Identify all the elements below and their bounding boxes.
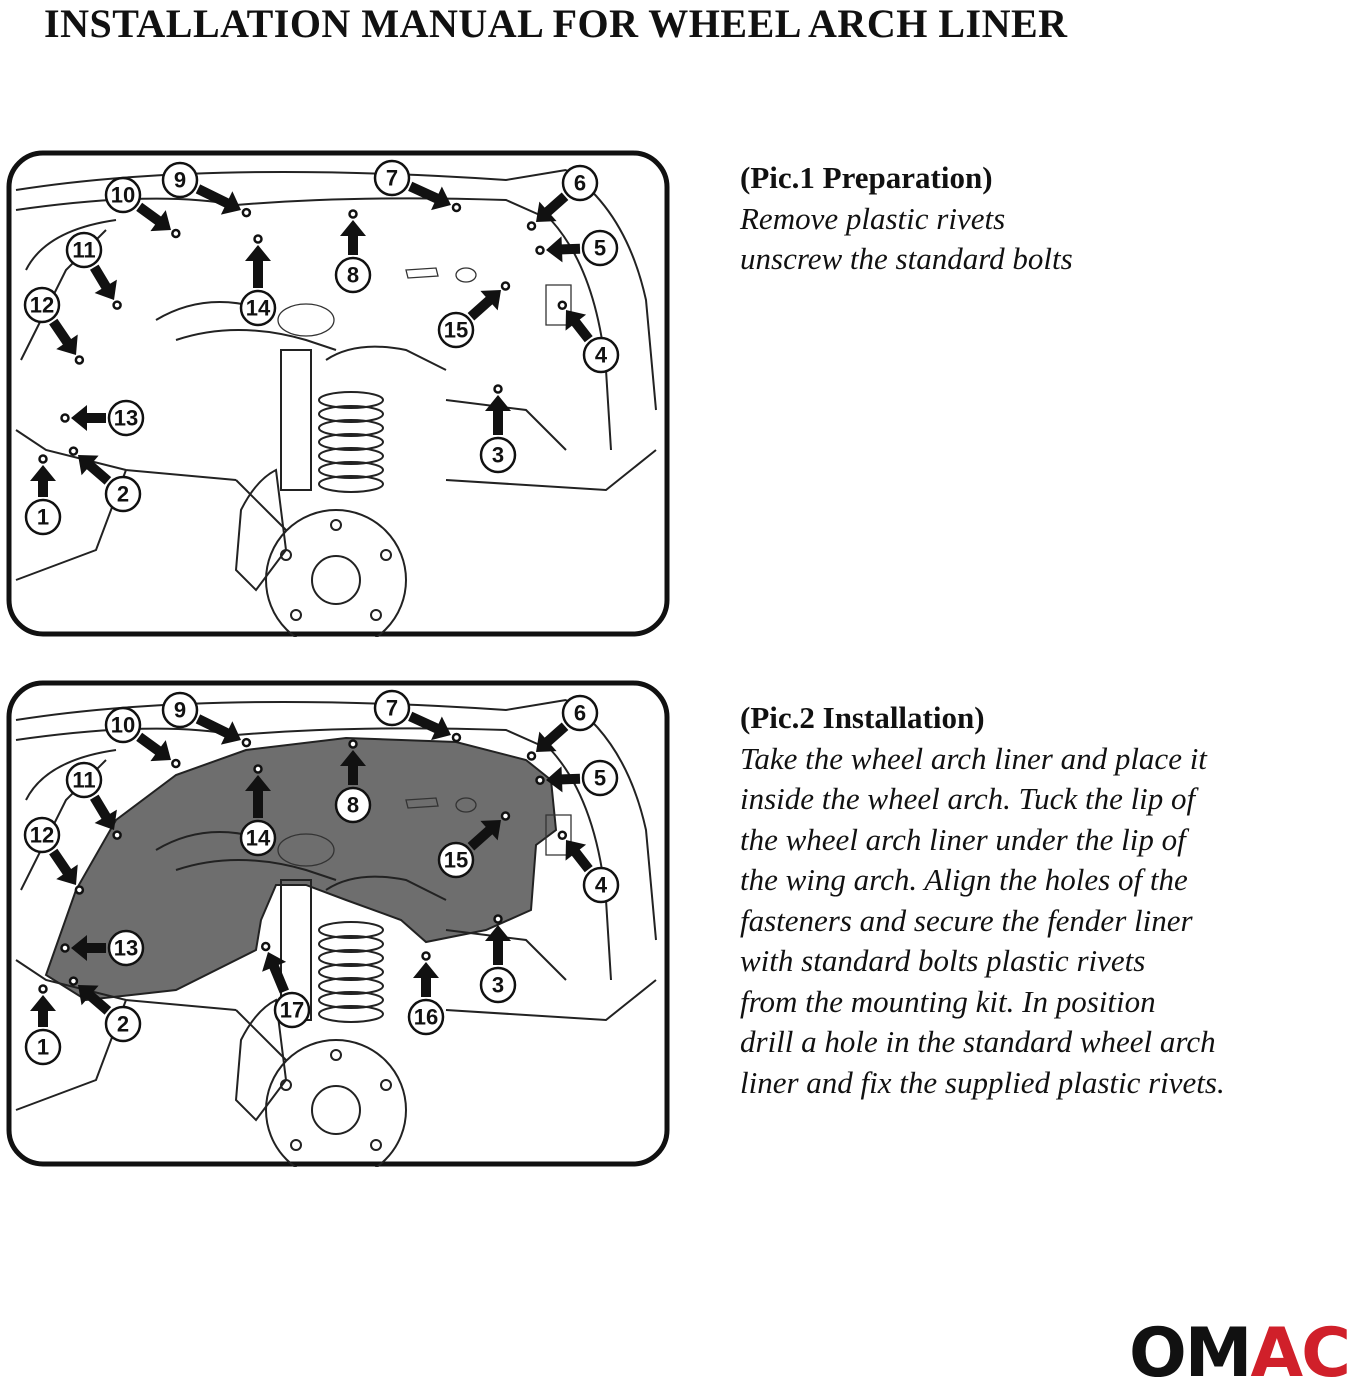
fastener-point [40,456,47,463]
caption-line: with standard bolts plastic rivets [740,943,1146,978]
fastener-point [243,739,250,746]
callout-number: 3 [491,442,505,468]
fastener-point [350,741,357,748]
callout-number: 10 [110,182,136,208]
fastener-point [495,916,502,923]
callout-number: 10 [110,712,136,738]
callout-number: 12 [29,822,55,848]
fastener-point [40,986,47,993]
callout-number: 15 [443,847,469,873]
callout-number: 14 [245,295,271,321]
fastener-point [114,302,121,309]
callout-number: 9 [173,167,187,193]
callout-number: 17 [279,997,305,1023]
fastener-point [62,415,69,422]
fastener-point [537,777,544,784]
callout-number: 9 [173,697,187,723]
fastener-point [559,302,566,309]
caption-body [740,739,1340,1104]
caption-line: Take the wheel arch liner and place it [740,740,1207,776]
fastener-point [62,945,69,952]
caption-line: the wing arch. Align the holes of the [740,862,1188,897]
callout-number: 7 [385,165,399,191]
callout-number: 1 [36,1034,50,1060]
callout-number: 7 [385,695,399,721]
caption-line: drill a hole in the standard wheel arch [740,1024,1216,1059]
fastener-point [70,448,77,455]
callout-number: 5 [593,235,607,261]
caption-line: fasteners and secure the fender liner [740,902,1193,938]
callout-number: 13 [113,405,139,431]
logo-text-accent: AC [1250,1314,1349,1393]
callout-number: 2 [116,1011,130,1037]
callout-number: 6 [573,170,587,196]
fastener-point [453,204,460,211]
fastener-point [537,247,544,254]
caption-installation [740,698,1340,1103]
caption-body [740,199,1340,280]
fastener-point [243,209,250,216]
fastener-point [262,943,269,950]
fastener-point [114,832,121,839]
fastener-point [453,734,460,741]
fastener-point [70,978,77,985]
fastener-point [255,236,262,243]
caption-line: inside the wheel arch. Tuck the lip of [740,781,1196,816]
callout-number: 15 [443,317,469,343]
callout-number: 13 [113,935,139,961]
callout-number: 4 [594,872,608,898]
caption-line: Remove plastic rivets [740,200,1006,236]
caption-line: the wheel arch liner under the lip of [740,821,1186,857]
fastener-point [255,766,262,773]
fastener-point [76,886,83,893]
caption-preparation [740,158,1340,280]
callout-number: 4 [594,342,608,368]
fastener-point [76,356,83,363]
callout-number: 11 [72,237,96,263]
callout-number: 14 [245,825,271,851]
callout-number: 5 [593,765,607,791]
callout-number: 1 [36,504,50,530]
fastener-point [495,386,502,393]
fastener-point [528,752,535,759]
callout-number: 8 [346,262,360,288]
callout-number: 2 [116,481,130,507]
callout-number: 12 [29,292,55,318]
caption-title: (Pic.1 Preparation) [740,160,993,195]
callout-number: 8 [346,792,360,818]
figure-preparation [6,150,670,637]
callout-number: 6 [573,700,587,726]
caption-line: from the mounting kit. In position [740,983,1156,1019]
caption-title: (Pic.2 Installation) [740,700,985,735]
logo-text-dark: OM [1128,1314,1251,1393]
omac-logo [1129,1314,1349,1394]
fastener-point [528,222,535,229]
caption-line: unscrew the standard bolts [740,241,1073,276]
fastener-point [172,230,179,237]
wheel-arch-illustration-1 [6,150,670,637]
fastener-point [172,760,179,767]
fastener-point [502,813,509,820]
fastener-point [350,211,357,218]
callout-number: 16 [413,1004,439,1030]
fastener-point [423,953,430,960]
callout-number: 11 [72,767,96,793]
callout-number: 3 [491,972,505,998]
wheel-arch-illustration-2 [6,680,670,1167]
fastener-point [559,832,566,839]
caption-line: liner and fix the supplied plastic rivets. [740,1064,1225,1100]
figure-installation [6,680,670,1167]
fastener-point [502,283,509,290]
page-title: INSTALLATION MANUAL FOR WHEEL ARCH LINER [44,1,1068,46]
